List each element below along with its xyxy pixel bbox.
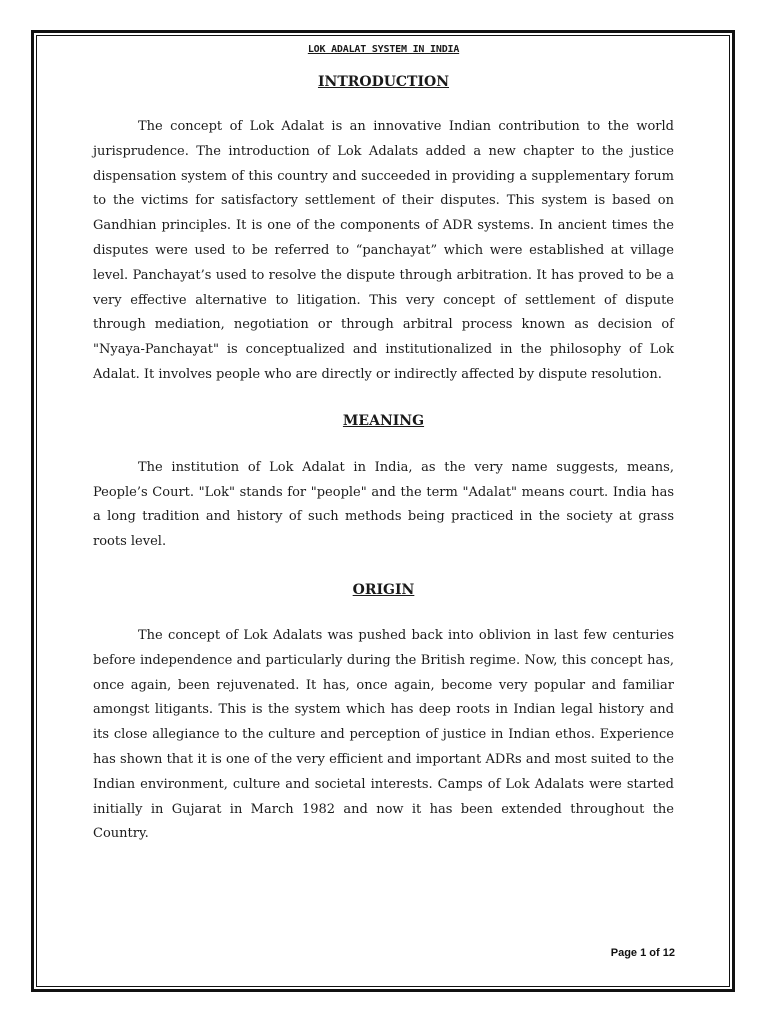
total-pages: 12 bbox=[662, 947, 675, 959]
page-number-footer bbox=[611, 947, 675, 959]
paragraph-origin: The concept of Lok Adalats was pushed back into oblivion in last few centuries before independence and particularly during the British regime. Now, this concept has, once again, been rejuvenated. It has, once again, become very popular and familiar amongst litigants. This is the system which has deep roots in Indian legal history and its close allegiance to the culture and perception of justice in Indian ethos. Experience has shown that it is one of the very efficient and important ADRs and most suited to the Indian environment, culture and societal interests. Camps of Lok Adalats were started initially in Gujarat in March 1982 and now it has been extended throughout the Country. bbox=[93, 627, 674, 842]
document-header-title: LOK ADALAT SYSTEM IN INDIA bbox=[307, 44, 460, 55]
of-label: of bbox=[649, 947, 660, 959]
page-number: 1 bbox=[640, 947, 647, 959]
section-heading-origin: ORIGIN bbox=[352, 581, 415, 598]
page-label: Page bbox=[610, 947, 638, 959]
document-body bbox=[93, 43, 674, 847]
section-heading-meaning: MEANING bbox=[342, 412, 425, 429]
section-heading-introduction: INTRODUCTION bbox=[317, 74, 450, 90]
paragraph-introduction: The concept of Lok Adalat is an innovative Indian contribution to the world jurisprudence. The introduction of Lok Adalats added a new chapter to the justice dispensation system of this country and succeeded in providing a supplementary forum to the victims for satisfactory settlement of their disputes. This system is based on Gandhian principles. It is one of the components of ADR systems. In ancient times the disputes were used to be referred to “panchayat” which were established at village level. Panchayat’s used to resolve the dispute through arbitration. It has proved to be a very effective alternative to litigation. This very concept of settlement of dispute through mediation, negotiation or through arbitral process known as decision of "Nyaya-Panchayat" is conceptualized and institutionalized in the philosophy of Lok Adalat. It involves people who are directly or indirectly affected by dispute resolution. bbox=[93, 119, 674, 382]
paragraph-meaning: The institution of Lok Adalat in India, as the very name suggests, means, People’s Court. "Lok" stands for "people" and the term "Adalat" means court. India has a long tradition and history of such methods being practiced in the society at grass roots level. bbox=[93, 459, 674, 550]
